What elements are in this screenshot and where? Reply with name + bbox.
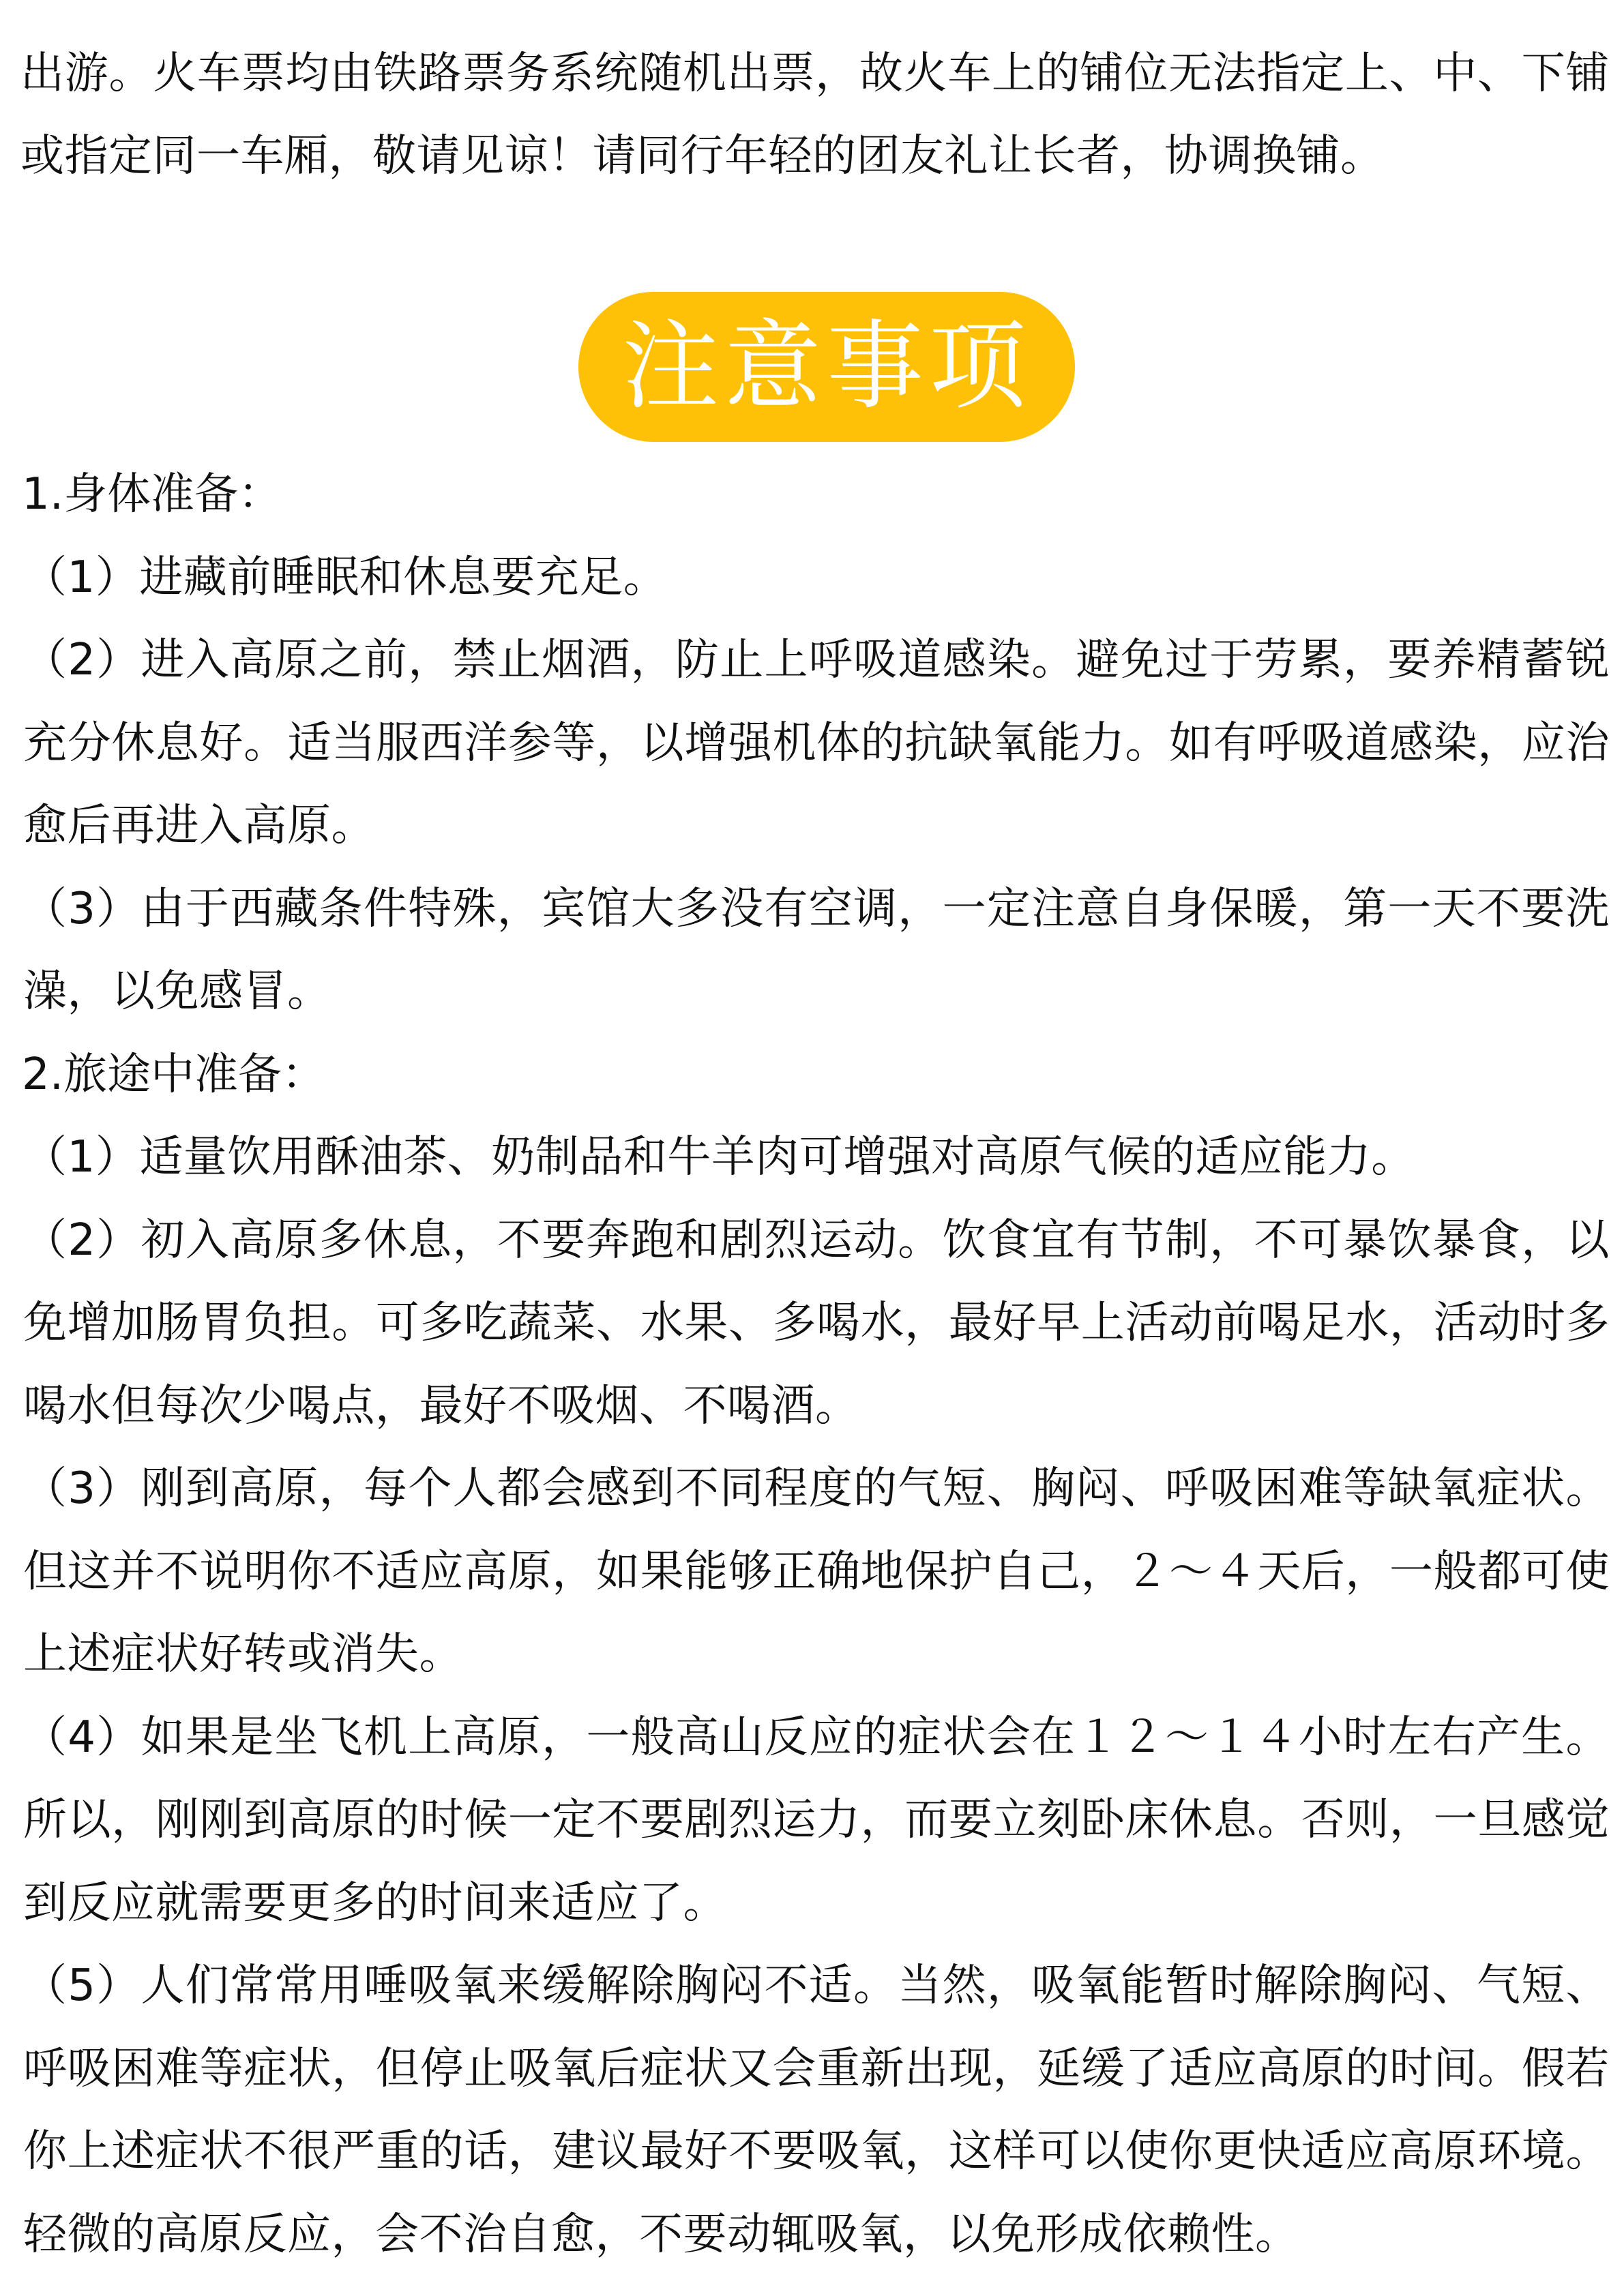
- section-body-preparation: [20, 453, 1610, 1034]
- section-heading: 1.身体准备：: [22, 469, 282, 520]
- section-heading: 2.旅途中准备：: [22, 1049, 326, 1100]
- notes-body: [20, 453, 1610, 2276]
- note-item: （1）进藏前睡眠和休息要充足。: [23, 552, 668, 603]
- note-item: （3）由于西藏条件特殊，宾馆大多没有空调，一定注意自身保暖，第一天不要洗澡，以免感冒。: [23, 883, 1610, 1017]
- section-travel-preparation: [20, 1034, 1610, 2277]
- note-item: （1）适量饮用酥油茶、奶制品和牛羊肉可增强对高原气候的适应能力。: [23, 1132, 1415, 1182]
- note-item: （3）刚到高原，每个人都会感到不同程度的气短、胸闷、呼吸困难等缺氧症状。但这并不说明你不适应高原，如果能够正确地保护自己，２～４天后，一般都可使上述症状好转或消失。: [23, 1463, 1610, 1680]
- section-title-badge: [578, 292, 1075, 442]
- note-item: （4）如果是坐飞机上高原，一般高山反应的症状会在１２～１４小时左右产生。所以，刚刚到高原的时候一定不要剧烈运力，而要立刻卧床休息。否则，一旦感觉到反应就需要更多的时间来适应了。: [23, 1712, 1610, 1928]
- section-title: 注意事项: [622, 310, 1031, 423]
- note-item: （5）人们常常用唾吸氧来缓解除胸闷不适。当然，吸氧能暂时解除胸闷、气短、呼吸困难等症状，但停止吸氧后症状又会重新出现，延缓了适应高原的时间。假若你上述症状不很严重的话，建议最好不要吸氧，这样可以使你更快适应高原环境。轻微的高原反应，会不治自愈，不要动辄吸氧，以免形成依赖性。: [23, 1960, 1610, 2260]
- note-item: （2）初入高原多休息，不要奔跑和剧烈运动。饮食宜有节制，不可暴饮暴食，以免增加肠胃负担。可多吃蔬菜、水果、多喝水，最好早上活动前喝足水，活动时多喝水但每次少喝点，最好不吸烟、不喝酒。: [23, 1214, 1610, 1431]
- note-item: （2）进入高原之前，禁止烟酒，防止上呼吸道感染。避免过于劳累，要养精蓄锐充分休息好。适当服西洋参等，以增强机体的抗缺氧能力。如有呼吸道感染，应治愈后再进入高原。: [23, 635, 1610, 851]
- intro-paragraph: 出游。火车票均由铁路票务系统随机出票，故火车上的铺位无法指定上、中、下铺或指定同一车厢，敬请见谅！请同行年轻的团友礼让长者，协调换铺。: [20, 48, 1610, 181]
